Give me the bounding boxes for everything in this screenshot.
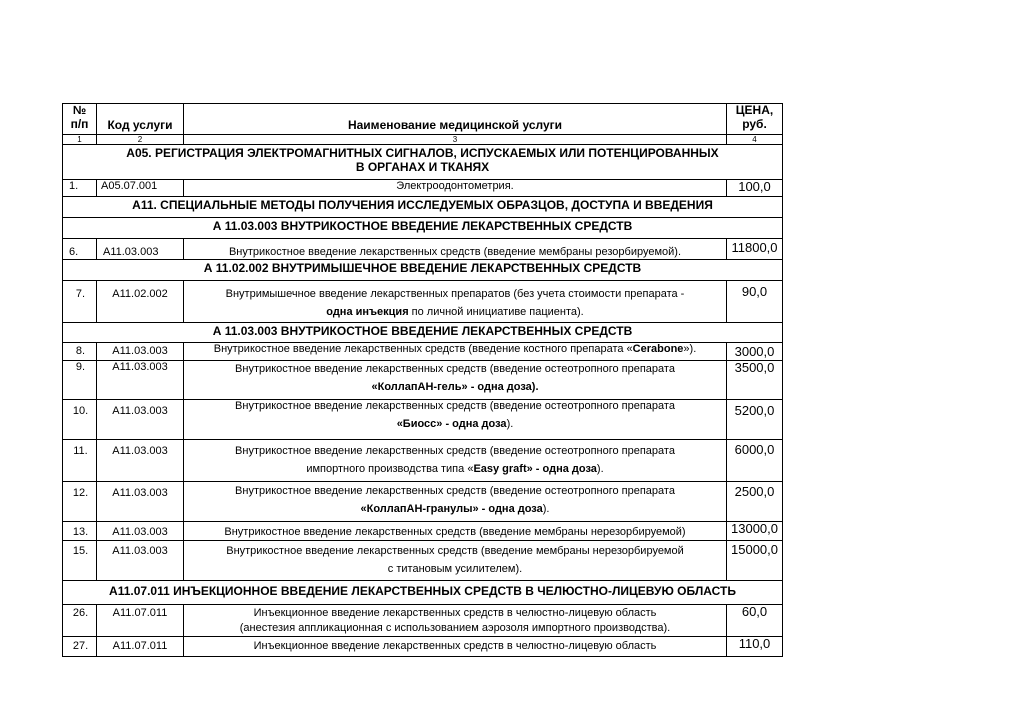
row-name-line2 xyxy=(184,503,726,516)
row-num: 8. xyxy=(63,343,97,361)
header-num-line2: п/п xyxy=(70,116,89,131)
row-price: 13000,0 xyxy=(727,521,783,540)
row-name xyxy=(184,540,727,580)
row-price: 110,0 xyxy=(727,636,783,656)
row-name-bold: Easy graft» - одна доза xyxy=(473,462,597,475)
row-name xyxy=(184,399,727,439)
row-num: 27. xyxy=(63,636,97,656)
row-name-line1: Внутрикостное введение лекарственных средств (введение остеотропного препарата xyxy=(235,484,675,497)
header-price xyxy=(727,104,783,135)
row-name-rest: ). xyxy=(506,417,514,430)
row-name: Внутрикостное введение лекарственных средств (введение мембраны резорбируемой). xyxy=(184,239,727,260)
section-a05 xyxy=(63,145,783,180)
header-num xyxy=(63,104,97,135)
table-header-row xyxy=(63,104,783,135)
section-a1103-second: А 11.03.003 ВНУТРИКОСТНОЕ ВВЕДЕНИЕ ЛЕКАРСТВЕННЫХ СРЕДСТВ xyxy=(63,323,783,343)
row-name-line1: Внутримышечное введение лекарственных препаратов (без учета стоимости препарата - xyxy=(225,288,685,300)
row-code: А11.03.003 xyxy=(97,521,184,540)
row-name: Инъекционное введение лекарственных средств в челюстно-лицевую область xyxy=(184,636,727,656)
row-code: А11.03.003 xyxy=(97,540,184,580)
row-code: А11.07.011 xyxy=(97,636,184,656)
row-name-rest: ). xyxy=(542,502,550,515)
row-code: А05.07.001 xyxy=(97,180,184,197)
row-name-bold: одна инъекция xyxy=(326,305,409,318)
table-row xyxy=(63,636,783,656)
header-code-label: Код услуги xyxy=(107,118,173,133)
row-code: А11.03.003 xyxy=(97,399,184,439)
row-code: А11.02.002 xyxy=(97,281,184,323)
row-name xyxy=(184,343,727,361)
row-name-rest: по личной инициативе пациента). xyxy=(408,305,584,318)
row-price: 15000,0 xyxy=(727,540,783,580)
row-price: 60,0 xyxy=(727,604,783,636)
row-price: 2500,0 xyxy=(727,481,783,521)
row-name-post: ). xyxy=(596,462,604,475)
price-table xyxy=(62,103,783,657)
section-row-a1102 xyxy=(63,260,783,281)
row-code: А11.03.003 xyxy=(97,343,184,361)
row-code: А11.03.003 xyxy=(97,481,184,521)
row-num: 10. xyxy=(63,399,97,439)
row-name: Внутрикостное введение лекарственных средств (введение мембраны нерезорбируемой) xyxy=(184,521,727,540)
section-row-a11 xyxy=(63,197,783,218)
row-code: А11.03.003 xyxy=(97,239,184,260)
row-name-post: »). xyxy=(683,343,697,355)
row-name-line2 xyxy=(184,306,726,319)
column-numbers-row xyxy=(63,135,783,145)
header-code xyxy=(97,104,184,135)
row-num: 12. xyxy=(63,481,97,521)
header-num-line1: № xyxy=(72,103,87,117)
table-row xyxy=(63,239,783,260)
section-a05-line2: В ОРГАНАХ И ТКАНЯХ xyxy=(355,159,490,174)
row-num: 15. xyxy=(63,540,97,580)
row-name-bold: «КоллапАН-гель» - одна доза). xyxy=(371,380,539,393)
row-name-line1: Внутрикостное введение лекарственных средств (введение остеотропного препарата xyxy=(235,399,675,412)
row-price: 5200,0 xyxy=(727,399,783,439)
table-row xyxy=(63,180,783,197)
row-name-line1: Внутрикостное введение лекарственных средств (введение остеотропного препарата xyxy=(235,444,675,457)
row-name-line2: (анестезия аппликационная с использованием аэрозоля импортного производства). xyxy=(239,621,671,634)
row-name-line1: Инъекционное введение лекарственных средств в челюстно-лицевую область xyxy=(253,606,657,619)
header-name-label: Наименование медицинской услуги xyxy=(347,118,563,133)
row-name xyxy=(184,439,727,481)
row-name-line2: с титановым усилителем). xyxy=(387,562,523,575)
row-num: 13. xyxy=(63,521,97,540)
row-name-line2 xyxy=(184,418,726,431)
row-code: А11.03.003 xyxy=(97,439,184,481)
section-row-a05 xyxy=(63,145,783,180)
colnum-3: 3 xyxy=(184,135,727,145)
row-price: 11800,0 xyxy=(727,239,783,260)
colnum-4: 4 xyxy=(727,135,783,145)
row-name-bold: «Биосс» - одна доза xyxy=(396,417,507,430)
row-name: Электроодонтометрия. xyxy=(184,180,727,197)
row-name xyxy=(184,360,727,399)
colnum-1: 1 xyxy=(63,135,97,145)
table-row xyxy=(63,399,783,439)
table-row xyxy=(63,481,783,521)
row-num: 1. xyxy=(63,180,97,197)
table-row xyxy=(63,439,783,481)
row-name xyxy=(184,481,727,521)
table-row xyxy=(63,360,783,399)
row-name-pre: импортного производства типа « xyxy=(306,462,474,475)
row-price: 3500,0 xyxy=(727,360,783,399)
table-row xyxy=(63,540,783,580)
row-num: 11. xyxy=(63,439,97,481)
section-a1103-first: А 11.03.003 ВНУТРИКОСТНОЕ ВВЕДЕНИЕ ЛЕКАРСТВЕННЫХ СРЕДСТВ xyxy=(63,218,783,239)
header-name xyxy=(184,104,727,135)
row-name-line2 xyxy=(184,463,726,476)
header-price-line2: руб. xyxy=(742,116,767,131)
row-name-pre: Внутрикостное введение лекарственных средств (введение костного препарата « xyxy=(213,343,633,355)
row-num: 6. xyxy=(63,239,97,260)
row-name xyxy=(184,604,727,636)
table-row xyxy=(63,604,783,636)
row-price: 6000,0 xyxy=(727,439,783,481)
table-row xyxy=(63,281,783,323)
row-num: 26. xyxy=(63,604,97,636)
row-num: 9. xyxy=(63,360,97,399)
section-a11: А11. СПЕЦИАЛЬНЫЕ МЕТОДЫ ПОЛУЧЕНИЯ ИССЛЕДУЕМЫХ ОБРАЗЦОВ, ДОСТУПА И ВВЕДЕНИЯ xyxy=(63,197,783,218)
section-row-a1107 xyxy=(63,580,783,604)
row-name-bold: «КоллапАН-гранулы» - одна доза xyxy=(360,502,543,515)
section-row-a1103-second xyxy=(63,323,783,343)
section-a1107: А11.07.011 ИНЪЕКЦИОННОЕ ВВЕДЕНИЕ ЛЕКАРСТВЕННЫХ СРЕДСТВ В ЧЕЛЮСТНО-ЛИЦЕВУЮ ОБЛАСТЬ xyxy=(63,580,783,604)
row-name-bold: Cerabone xyxy=(632,343,684,355)
colnum-2: 2 xyxy=(97,135,184,145)
row-name-line1: Внутрикостное введение лекарственных средств (введение мембраны нерезорбируемой xyxy=(226,544,684,557)
row-num: 7. xyxy=(63,281,97,323)
row-code: А11.07.011 xyxy=(97,604,184,636)
row-name-line2 xyxy=(184,381,726,394)
section-a1102: А 11.02.002 ВНУТРИМЫШЕЧНОЕ ВВЕДЕНИЕ ЛЕКАРСТВЕННЫХ СРЕДСТВ xyxy=(63,260,783,281)
section-row-a1103-first xyxy=(63,218,783,239)
row-name xyxy=(184,281,727,323)
table-row xyxy=(63,343,783,361)
row-price: 3000,0 xyxy=(727,343,783,361)
row-price: 90,0 xyxy=(727,281,783,323)
section-a05-line1: А05. РЕГИСТРАЦИЯ ЭЛЕКТРОМАГНИТНЫХ СИГНАЛОВ, ИСПУСКАЕМЫХ ИЛИ ПОТЕНЦИРОВАННЫХ xyxy=(126,146,719,160)
header-price-line1: ЦЕНА, xyxy=(735,103,774,117)
row-price: 100,0 xyxy=(727,180,783,197)
table-row xyxy=(63,521,783,540)
row-code: А11.03.003 xyxy=(97,360,184,399)
row-name-line1: Внутрикостное введение лекарственных средств (введение остеотропного препарата xyxy=(235,362,675,375)
